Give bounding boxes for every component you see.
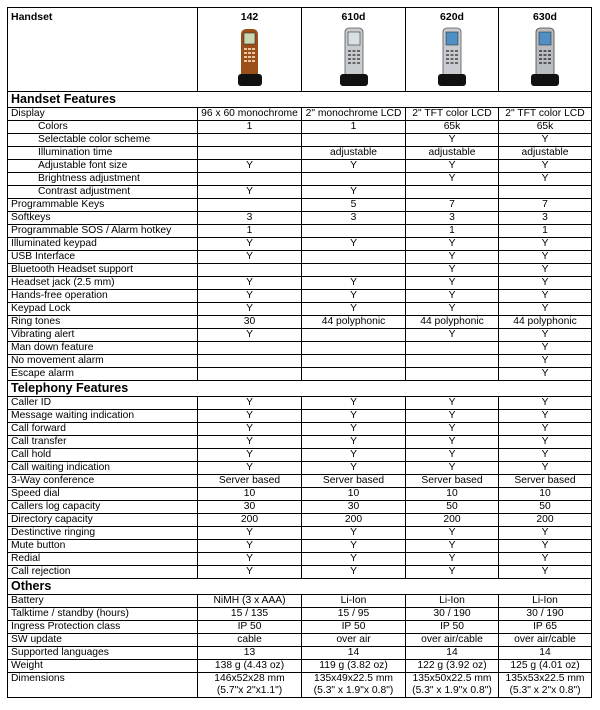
value-line-imperial: (5.3" x 1.9"x 0.8") xyxy=(313,685,394,696)
value-cell-630d: 125 g (4.01 oz) xyxy=(499,660,592,673)
feature-row-keypad-lock xyxy=(8,303,592,316)
value-cell-142: Y xyxy=(198,553,302,566)
value-cell-610d: Server based xyxy=(302,475,406,488)
feature-row-mute-button xyxy=(8,540,592,553)
feature-label: Call transfer xyxy=(8,436,198,449)
value-cell-610d: Y xyxy=(302,186,406,199)
handset-header-label: Handset xyxy=(8,8,198,92)
feature-row-man-down-feature xyxy=(8,342,592,355)
feature-label: Adjustable font size xyxy=(8,160,198,173)
feature-label: Speed dial xyxy=(8,488,198,501)
feature-label: Weight xyxy=(8,660,198,673)
feature-label: Battery xyxy=(8,595,198,608)
feature-label: Call hold xyxy=(8,449,198,462)
value-cell-620d xyxy=(406,342,499,355)
value-cell-142 xyxy=(198,134,302,147)
value-cell-610d xyxy=(302,251,406,264)
handset-comparison-table xyxy=(7,7,592,698)
value-line-metric: 135x53x22.5 mm xyxy=(505,673,585,684)
value-cell-142: 15 / 135 xyxy=(198,608,302,621)
value-cell-610d xyxy=(302,329,406,342)
value-cell-610d xyxy=(302,173,406,186)
value-cell-142: 96 x 60 monochrome xyxy=(198,108,302,121)
value-cell-630d: 50 xyxy=(499,501,592,514)
feature-row-call-hold xyxy=(8,449,592,462)
value-cell-630d xyxy=(499,673,592,698)
value-cell-142: 138 g (4.43 oz) xyxy=(198,660,302,673)
value-cell-610d: Y xyxy=(302,553,406,566)
feature-label: Dimensions xyxy=(8,673,198,698)
value-cell-142 xyxy=(198,147,302,160)
value-cell-630d: Y xyxy=(499,410,592,423)
feature-label: Selectable color scheme xyxy=(8,134,198,147)
value-cell-630d: adjustable xyxy=(499,147,592,160)
value-cell-630d: Li-Ion xyxy=(499,595,592,608)
section-title-telephony-features: Telephony Features xyxy=(8,381,592,397)
feature-row-no-movement-alarm xyxy=(8,355,592,368)
section-title-others: Others xyxy=(8,579,592,595)
feature-row-call-forward xyxy=(8,423,592,436)
feature-row-illuminated-keypad xyxy=(8,238,592,251)
value-cell-142: 200 xyxy=(198,514,302,527)
feature-row-speed-dial xyxy=(8,488,592,501)
value-cell-142: 1 xyxy=(198,121,302,134)
value-cell-630d xyxy=(499,186,592,199)
feature-row-adjustable-font-size xyxy=(8,160,592,173)
feature-label: Programmable Keys xyxy=(8,199,198,212)
value-cell-142: Y xyxy=(198,290,302,303)
model-column-630d xyxy=(499,8,592,92)
feature-label: Talktime / standby (hours) xyxy=(8,608,198,621)
value-cell-610d: 30 xyxy=(302,501,406,514)
feature-label: Vibrating alert xyxy=(8,329,198,342)
value-cell-620d: Y xyxy=(406,160,499,173)
value-cell-142: Y xyxy=(198,397,302,410)
value-cell-142 xyxy=(198,264,302,277)
value-cell-620d: Y xyxy=(406,238,499,251)
feature-label: Contrast adjustment xyxy=(8,186,198,199)
value-cell-630d: Y xyxy=(499,173,592,186)
value-cell-620d: Y xyxy=(406,134,499,147)
feature-row-sw-update xyxy=(8,634,592,647)
value-cell-610d: 3 xyxy=(302,212,406,225)
model-column-142 xyxy=(198,8,302,92)
feature-row-call-rejection xyxy=(8,566,592,579)
value-cell-610d: Y xyxy=(302,566,406,579)
value-cell-630d: Y xyxy=(499,290,592,303)
feature-row-colors xyxy=(8,121,592,134)
value-cell-610d: Y xyxy=(302,449,406,462)
section-header-row xyxy=(8,381,592,397)
value-cell-620d: IP 50 xyxy=(406,621,499,634)
value-cell-610d: Y xyxy=(302,160,406,173)
value-cell-610d: 119 g (3.82 oz) xyxy=(302,660,406,673)
feature-label: No movement alarm xyxy=(8,355,198,368)
feature-label: Escape alarm xyxy=(8,368,198,381)
feature-label: Call waiting indication xyxy=(8,462,198,475)
value-cell-610d xyxy=(302,225,406,238)
value-cell-142: 3 xyxy=(198,212,302,225)
value-cell-142: IP 50 xyxy=(198,621,302,634)
value-cell-610d: 1 xyxy=(302,121,406,134)
value-cell-142: Y xyxy=(198,186,302,199)
value-cell-630d: Y xyxy=(499,540,592,553)
model-column-620d xyxy=(406,8,499,92)
value-cell-142: Server based xyxy=(198,475,302,488)
feature-row-escape-alarm xyxy=(8,368,592,381)
value-cell-620d: Li-Ion xyxy=(406,595,499,608)
value-cell-610d: 5 xyxy=(302,199,406,212)
spec-table-container xyxy=(7,7,592,698)
value-cell-630d: 10 xyxy=(499,488,592,501)
value-cell-610d: adjustable xyxy=(302,147,406,160)
value-cell-620d: 1 xyxy=(406,225,499,238)
value-cell-610d: Y xyxy=(302,303,406,316)
feature-row-softkeys xyxy=(8,212,592,225)
value-cell-610d: Y xyxy=(302,423,406,436)
value-cell-610d: over air xyxy=(302,634,406,647)
feature-label: Keypad Lock xyxy=(8,303,198,316)
value-cell-142: Y xyxy=(198,160,302,173)
value-cell-630d: Server based xyxy=(499,475,592,488)
value-cell-630d: Y xyxy=(499,397,592,410)
value-cell-142 xyxy=(198,673,302,698)
value-cell-630d: Y xyxy=(499,368,592,381)
value-cell-142: Y xyxy=(198,527,302,540)
value-cell-620d xyxy=(406,673,499,698)
value-cell-620d: 122 g (3.92 oz) xyxy=(406,660,499,673)
value-cell-610d xyxy=(302,134,406,147)
value-cell-610d xyxy=(302,368,406,381)
feature-row-talktime-standby-hours xyxy=(8,608,592,621)
value-cell-630d: over air/cable xyxy=(499,634,592,647)
value-cell-142: cable xyxy=(198,634,302,647)
feature-label: Caller ID xyxy=(8,397,198,410)
value-cell-630d: 44 polyphonic xyxy=(499,316,592,329)
feature-label: Bluetooth Headset support xyxy=(8,264,198,277)
value-cell-620d: 44 polyphonic xyxy=(406,316,499,329)
value-line-imperial: (5.3" x 2"x 0.8") xyxy=(509,685,581,696)
value-cell-620d: 200 xyxy=(406,514,499,527)
value-cell-630d: Y xyxy=(499,462,592,475)
value-cell-142: Y xyxy=(198,303,302,316)
feature-label: Man down feature xyxy=(8,342,198,355)
value-cell-620d: Y xyxy=(406,449,499,462)
feature-row-headset-jack-2-5-mm xyxy=(8,277,592,290)
value-cell-142: Y xyxy=(198,423,302,436)
feature-row-message-waiting-indication xyxy=(8,410,592,423)
header-row xyxy=(8,8,592,92)
feature-row-selectable-color-scheme xyxy=(8,134,592,147)
value-cell-620d: 10 xyxy=(406,488,499,501)
feature-row-3-way-conference xyxy=(8,475,592,488)
value-cell-142 xyxy=(198,199,302,212)
feature-row-redial xyxy=(8,553,592,566)
value-cell-142 xyxy=(198,342,302,355)
value-cell-620d: Server based xyxy=(406,475,499,488)
feature-row-brightness-adjustment xyxy=(8,173,592,186)
feature-label: Illuminated keypad xyxy=(8,238,198,251)
feature-row-call-transfer xyxy=(8,436,592,449)
value-cell-620d: Y xyxy=(406,566,499,579)
phone-620d-icon xyxy=(435,26,469,88)
phone-142-icon xyxy=(235,26,265,88)
feature-label: Ring tones xyxy=(8,316,198,329)
value-cell-142: Y xyxy=(198,540,302,553)
feature-row-contrast-adjustment xyxy=(8,186,592,199)
feature-label: Illumination time xyxy=(8,147,198,160)
value-cell-630d: Y xyxy=(499,449,592,462)
value-cell-142 xyxy=(198,173,302,186)
value-cell-630d: 200 xyxy=(499,514,592,527)
feature-row-callers-log-capacity xyxy=(8,501,592,514)
value-cell-142: Y xyxy=(198,449,302,462)
value-cell-610d: Y xyxy=(302,277,406,290)
value-cell-620d: Y xyxy=(406,303,499,316)
feature-row-display xyxy=(8,108,592,121)
value-cell-142: Y xyxy=(198,329,302,342)
value-cell-630d: Y xyxy=(499,160,592,173)
value-cell-620d: 3 xyxy=(406,212,499,225)
feature-label: USB Interface xyxy=(8,251,198,264)
value-cell-630d: Y xyxy=(499,527,592,540)
value-line-metric: 146x52x28 mm xyxy=(214,673,285,684)
value-cell-610d: Y xyxy=(302,238,406,251)
value-cell-630d: 3 xyxy=(499,212,592,225)
feature-row-caller-id xyxy=(8,397,592,410)
value-cell-142: 30 xyxy=(198,501,302,514)
feature-label: Message waiting indication xyxy=(8,410,198,423)
value-cell-620d: Y xyxy=(406,173,499,186)
value-cell-630d: Y xyxy=(499,436,592,449)
value-cell-630d: 14 xyxy=(499,647,592,660)
value-cell-620d: 14 xyxy=(406,647,499,660)
section-header-row xyxy=(8,579,592,595)
value-cell-142: 10 xyxy=(198,488,302,501)
value-cell-630d: 65k xyxy=(499,121,592,134)
value-cell-610d xyxy=(302,342,406,355)
value-cell-620d: Y xyxy=(406,462,499,475)
feature-row-dimensions xyxy=(8,673,592,698)
model-name: 620d xyxy=(440,11,464,23)
value-cell-142: Y xyxy=(198,462,302,475)
value-cell-620d: Y xyxy=(406,329,499,342)
value-line-metric: 135x49x22.5 mm xyxy=(314,673,393,684)
value-cell-630d: 30 / 190 xyxy=(499,608,592,621)
feature-label: Headset jack (2.5 mm) xyxy=(8,277,198,290)
feature-row-directory-capacity xyxy=(8,514,592,527)
feature-row-usb-interface xyxy=(8,251,592,264)
value-cell-142: Y xyxy=(198,566,302,579)
value-cell-620d: Y xyxy=(406,553,499,566)
value-cell-610d: 14 xyxy=(302,647,406,660)
value-cell-630d: Y xyxy=(499,277,592,290)
value-cell-610d: Y xyxy=(302,436,406,449)
feature-label: 3-Way conference xyxy=(8,475,198,488)
feature-label: Programmable SOS / Alarm hotkey xyxy=(8,225,198,238)
value-cell-620d: Y xyxy=(406,436,499,449)
value-cell-142: Y xyxy=(198,277,302,290)
value-cell-620d: over air/cable xyxy=(406,634,499,647)
value-cell-630d: Y xyxy=(499,251,592,264)
value-cell-630d: 1 xyxy=(499,225,592,238)
value-cell-620d: 2" TFT color LCD xyxy=(406,108,499,121)
feature-label: Display xyxy=(8,108,198,121)
feature-row-supported-languages xyxy=(8,647,592,660)
feature-label: Mute button xyxy=(8,540,198,553)
value-cell-620d xyxy=(406,186,499,199)
value-cell-630d: Y xyxy=(499,134,592,147)
value-line-imperial: (5.3" x 1.9"x 0.8") xyxy=(412,685,492,696)
value-cell-610d: Y xyxy=(302,397,406,410)
feature-row-hands-free-operation xyxy=(8,290,592,303)
value-cell-630d: Y xyxy=(499,355,592,368)
value-cell-610d: Y xyxy=(302,527,406,540)
section-title-handset-features: Handset Features xyxy=(8,92,592,108)
feature-label: Redial xyxy=(8,553,198,566)
model-name: 142 xyxy=(240,11,259,23)
feature-label: Call forward xyxy=(8,423,198,436)
value-cell-610d: Y xyxy=(302,462,406,475)
value-cell-142 xyxy=(198,355,302,368)
feature-label: Brightness adjustment xyxy=(8,173,198,186)
value-cell-620d: Y xyxy=(406,290,499,303)
value-cell-630d: Y xyxy=(499,342,592,355)
value-cell-620d: Y xyxy=(406,251,499,264)
feature-label: Directory capacity xyxy=(8,514,198,527)
value-cell-610d: Y xyxy=(302,540,406,553)
value-cell-142: Y xyxy=(198,238,302,251)
value-cell-620d: Y xyxy=(406,397,499,410)
value-cell-610d: 2" monochrome LCD xyxy=(302,108,406,121)
value-cell-142: 30 xyxy=(198,316,302,329)
value-cell-142: Y xyxy=(198,410,302,423)
value-cell-142: 13 xyxy=(198,647,302,660)
value-line-metric: 135x50x22.5 mm xyxy=(412,673,492,684)
feature-label: Call rejection xyxy=(8,566,198,579)
value-cell-610d: 200 xyxy=(302,514,406,527)
value-cell-630d: Y xyxy=(499,566,592,579)
value-cell-620d: Y xyxy=(406,423,499,436)
value-cell-620d: Y xyxy=(406,277,499,290)
value-cell-630d: 2" TFT color LCD xyxy=(499,108,592,121)
feature-row-vibrating-alert xyxy=(8,329,592,342)
feature-label: Callers log capacity xyxy=(8,501,198,514)
value-cell-142 xyxy=(198,368,302,381)
value-cell-620d xyxy=(406,368,499,381)
value-cell-610d: Li-Ion xyxy=(302,595,406,608)
feature-row-weight xyxy=(8,660,592,673)
value-cell-620d: Y xyxy=(406,264,499,277)
value-cell-620d: 30 / 190 xyxy=(406,608,499,621)
value-cell-630d: Y xyxy=(499,238,592,251)
model-column-610d xyxy=(302,8,406,92)
value-cell-142: NiMH (3 x AAA) xyxy=(198,595,302,608)
feature-label: Ingress Protection class xyxy=(8,621,198,634)
phone-610d-icon xyxy=(337,26,371,88)
value-cell-610d: IP 50 xyxy=(302,621,406,634)
feature-label: Destinctive ringing xyxy=(8,527,198,540)
value-cell-620d xyxy=(406,355,499,368)
value-cell-620d: 7 xyxy=(406,199,499,212)
feature-row-programmable-keys xyxy=(8,199,592,212)
value-cell-630d: Y xyxy=(499,553,592,566)
value-line-imperial: (5.7"x 2"x1.1") xyxy=(216,685,283,696)
feature-row-ingress-protection-class xyxy=(8,621,592,634)
value-cell-610d: 15 / 95 xyxy=(302,608,406,621)
value-cell-620d: 50 xyxy=(406,501,499,514)
value-cell-610d xyxy=(302,355,406,368)
feature-label: Colors xyxy=(8,121,198,134)
phone-630d-icon xyxy=(528,26,562,88)
value-cell-142: Y xyxy=(198,436,302,449)
feature-row-programmable-sos-alarm-hotkey xyxy=(8,225,592,238)
value-cell-630d: Y xyxy=(499,329,592,342)
value-cell-630d: 7 xyxy=(499,199,592,212)
value-cell-610d xyxy=(302,673,406,698)
value-cell-620d: Y xyxy=(406,527,499,540)
feature-row-bluetooth-headset-support xyxy=(8,264,592,277)
feature-label: SW update xyxy=(8,634,198,647)
value-cell-610d xyxy=(302,264,406,277)
value-cell-610d: Y xyxy=(302,290,406,303)
feature-row-ring-tones xyxy=(8,316,592,329)
feature-row-illumination-time xyxy=(8,147,592,160)
feature-row-battery xyxy=(8,595,592,608)
value-cell-620d: 65k xyxy=(406,121,499,134)
model-name: 610d xyxy=(341,11,366,23)
value-cell-610d: Y xyxy=(302,410,406,423)
value-cell-630d: Y xyxy=(499,264,592,277)
value-cell-630d: Y xyxy=(499,423,592,436)
value-cell-610d: 44 polyphonic xyxy=(302,316,406,329)
value-cell-630d: IP 65 xyxy=(499,621,592,634)
value-cell-620d: Y xyxy=(406,410,499,423)
model-name: 630d xyxy=(533,11,557,23)
value-cell-620d: adjustable xyxy=(406,147,499,160)
feature-label: Softkeys xyxy=(8,212,198,225)
feature-row-destinctive-ringing xyxy=(8,527,592,540)
section-header-row xyxy=(8,92,592,108)
value-cell-142: 1 xyxy=(198,225,302,238)
value-cell-142: Y xyxy=(198,251,302,264)
value-cell-610d: 10 xyxy=(302,488,406,501)
feature-label: Supported languages xyxy=(8,647,198,660)
feature-row-call-waiting-indication xyxy=(8,462,592,475)
feature-label: Hands-free operation xyxy=(8,290,198,303)
value-cell-630d: Y xyxy=(499,303,592,316)
value-cell-620d: Y xyxy=(406,540,499,553)
